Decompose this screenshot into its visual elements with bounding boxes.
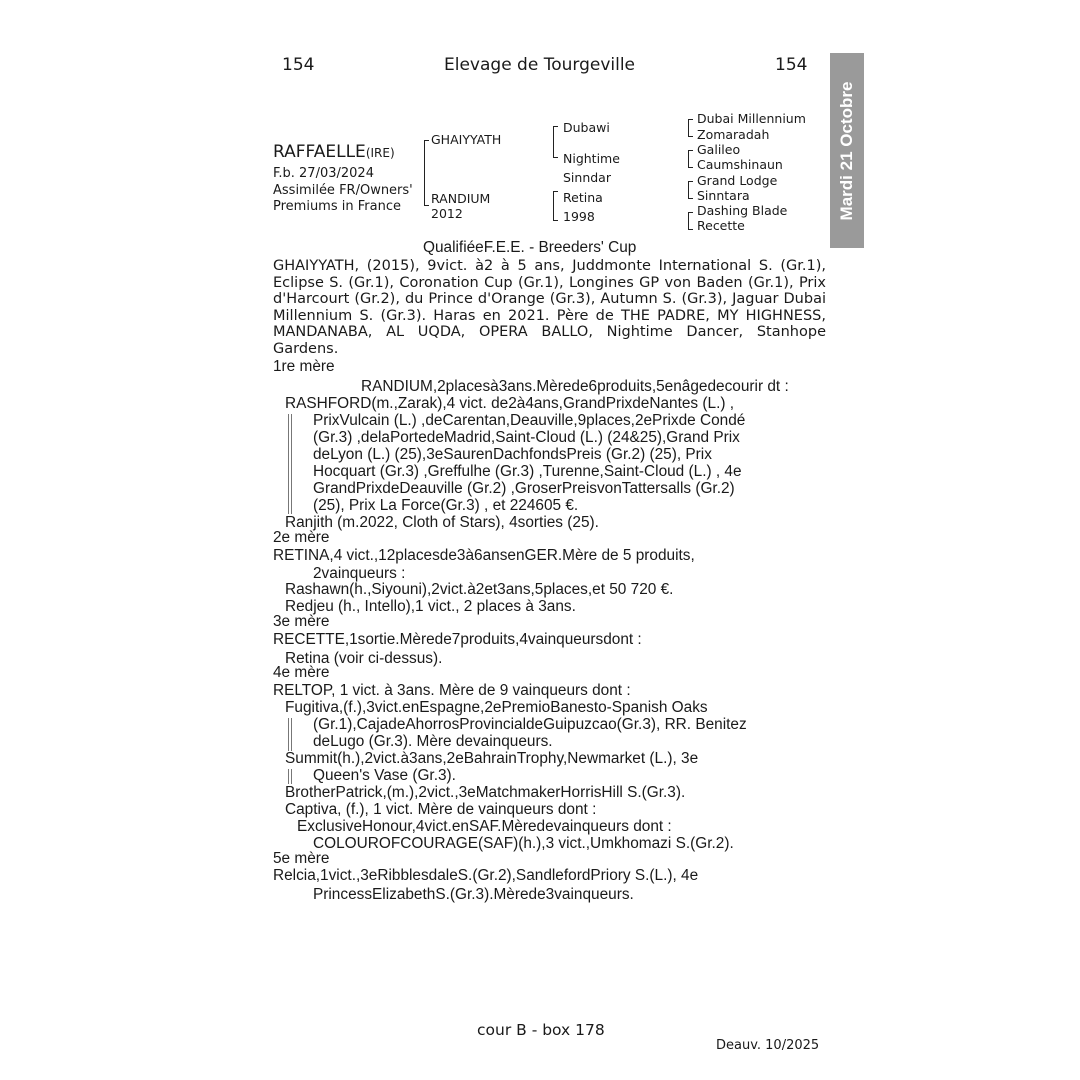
pedigree-sire-sire: Dubawi <box>563 120 610 135</box>
family-line: Relcia,1vict.,3eRibblesdaleS.(Gr.2),SandlefordPriory S.(L.), 4e <box>273 867 699 884</box>
pedigree-bracket-sire <box>553 126 558 158</box>
pedigree-bracket-gen3-4 <box>688 212 693 230</box>
pedigree-gen3-ancestor: Caumshinaun <box>697 157 783 172</box>
pedigree-bracket-gen1 <box>424 140 429 206</box>
family-line: RASHFORD(m.,Zarak),4 vict. de2à4ans,GrandPrixdeNantes (L.) , <box>285 395 735 412</box>
horse-name: RAFFAELLE <box>273 142 366 162</box>
family-line: RECETTE,1sortie.Mèrede7produits,4vainqueursdont : <box>273 631 642 648</box>
pedigree-sire-dam: Nightime <box>563 151 620 166</box>
indent-rule <box>288 718 292 751</box>
third-dam-heading: 3e mère <box>273 613 330 630</box>
pedigree-gen3-ancestor: Sinntara <box>697 188 750 203</box>
indent-rule <box>288 414 292 514</box>
family-line: RELTOP, 1 vict. à 3ans. Mère de 9 vainqueurs dont : <box>273 682 631 699</box>
family-line: Retina (voir ci-dessus). <box>285 650 443 667</box>
family-line: ExclusiveHonour,4vict.enSAF.Mèredevainqueurs dont : <box>297 818 672 835</box>
family-line: Redjeu (h., Intello),1 vict., 2 places à 3ans. <box>285 598 576 615</box>
family-line: Hocquart (Gr.3) ,Greffulhe (Gr.3) ,Turenne,Saint-Cloud (L.) , 4e <box>313 463 742 480</box>
horse-status-line2: Premiums in France <box>273 199 401 214</box>
pedigree-bracket-dam <box>553 191 558 221</box>
pedigree-gen3-ancestor: Dashing Blade <box>697 203 788 218</box>
page-title: Elevage de Tourgeville <box>444 55 636 75</box>
family-line: PrixVulcain (L.) ,deCarentan,Deauville,9places,2ePrixde Condé <box>313 412 746 429</box>
footer-sale: Deauv. 10/2025 <box>716 1038 820 1053</box>
family-line: 2vainqueurs : <box>313 565 406 582</box>
family-line: GrandPrixdeDeauville (Gr.2) ,GroserPreisvonTattersalls (Gr.2) <box>313 480 735 497</box>
pedigree-dam-year: 2012 <box>431 206 463 221</box>
second-dam-heading: 2e mère <box>273 529 330 546</box>
fourth-dam-heading: 4e mère <box>273 664 330 681</box>
page-number-left: 154 <box>282 55 315 75</box>
sire-paragraph: GHAIYYATH, (2015), 9vict. à2 à 5 ans, Juddmonte International S. (Gr.1), Eclipse S. (Gr.1), Coronation Cup (Gr.1), Longines GP von Baden (Gr.1), Prix d'Harcourt (Gr.2), du Prince d'Orange (Gr.3), Autumn S. (Gr.3), Jaguar Dubai Millennium S. (Gr.3). Haras en 2021. Père de THE PADRE, MY HIGHNESS, MANDANABA, AL UQDA, OPERA BALLO, Nightime Dancer, Stanhope Gardens. <box>273 258 826 357</box>
family-line: Rashawn(h.,Siyouni),2vict.à2et3ans,5places,et 50 720 €. <box>285 581 674 598</box>
footer-location: cour B - box 178 <box>477 1021 605 1039</box>
date-side-tab-label: Mardi 21 Octobre <box>837 81 856 220</box>
pedigree-gen3-ancestor: Recette <box>697 218 745 233</box>
family-line: Summit(h.),2vict.à3ans,2eBahrainTrophy,Newmarket (L.), 3e <box>285 750 699 767</box>
first-dam-heading: 1re mère <box>273 358 335 375</box>
pedigree-gen3-ancestor: Galileo <box>697 142 741 157</box>
family-line: (25), Prix La Force(Gr.3) , et 224605 €. <box>313 497 579 514</box>
pedigree-sire: GHAIYYATH <box>431 132 502 147</box>
qualification-line: QualifiéeF.E.E. - Breeders' Cup <box>423 239 637 256</box>
pedigree-bracket-gen3-3 <box>688 181 693 199</box>
family-line: RETINA,4 vict.,12placesde3à6ansenGER.Mère de 5 produits, <box>273 547 695 564</box>
fifth-dam-heading: 5e mère <box>273 850 330 867</box>
pedigree-dam-dam-year: 1998 <box>563 209 595 224</box>
pedigree-gen3-ancestor: Zomaradah <box>697 127 770 142</box>
pedigree-dam: RANDIUM <box>431 191 491 206</box>
pedigree-bracket-gen3-1 <box>688 119 693 137</box>
pedigree-dam-dam: Retina <box>563 190 603 205</box>
family-line: BrotherPatrick,(m.),2vict.,3eMatchmakerHorrisHill S.(Gr.3). <box>285 784 686 801</box>
family-line: Fugitiva,(f.),3vict.enEspagne,2ePremioBanesto-Spanish Oaks <box>285 699 708 716</box>
family-line: (Gr.1),CajadeAhorrosProvincialdeGuipuzcao(Gr.3), RR. Benitez <box>313 716 747 733</box>
horse-status-line1: Assimilée FR/Owners' <box>273 183 413 198</box>
family-line: RANDIUM,2placesà3ans.Mèrede6produits,5enâgedecourir dt : <box>361 378 789 395</box>
family-line: deLyon (L.) (25),3eSaurenDachfondsPreis (Gr.2) (25), Prix <box>313 446 712 463</box>
horse-birth: F.b. 27/03/2024 <box>273 166 374 181</box>
pedigree-bracket-gen3-2 <box>688 150 693 168</box>
family-line: (Gr.3) ,delaPortedeMadrid,Saint-Cloud (L.) (24&25),Grand Prix <box>313 429 740 446</box>
pedigree-gen3-ancestor: Dubai Millennium <box>697 111 806 126</box>
family-line: Captiva, (f.), 1 vict. Mère de vainqueurs dont : <box>285 801 597 818</box>
date-side-tab <box>830 53 864 248</box>
horse-name-block <box>273 142 395 162</box>
family-line: Queen's Vase (Gr.3). <box>313 767 456 784</box>
page-number-right: 154 <box>775 55 808 75</box>
pedigree-gen3-ancestor: Grand Lodge <box>697 173 778 188</box>
horse-origin: (IRE) <box>365 146 395 160</box>
family-line: COLOUROFCOURAGE(SAF)(h.),3 vict.,Umkhomazi S.(Gr.2). <box>313 835 734 852</box>
indent-rule <box>288 769 292 784</box>
family-line: deLugo (Gr.3). Mère devainqueurs. <box>313 733 553 750</box>
family-line: Ranjith (m.2022, Cloth of Stars), 4sorties (25). <box>285 514 599 531</box>
pedigree-dam-sire: Sinndar <box>563 170 611 185</box>
family-line: PrincessElizabethS.(Gr.3).Mèrede3vainqueurs. <box>313 886 634 903</box>
